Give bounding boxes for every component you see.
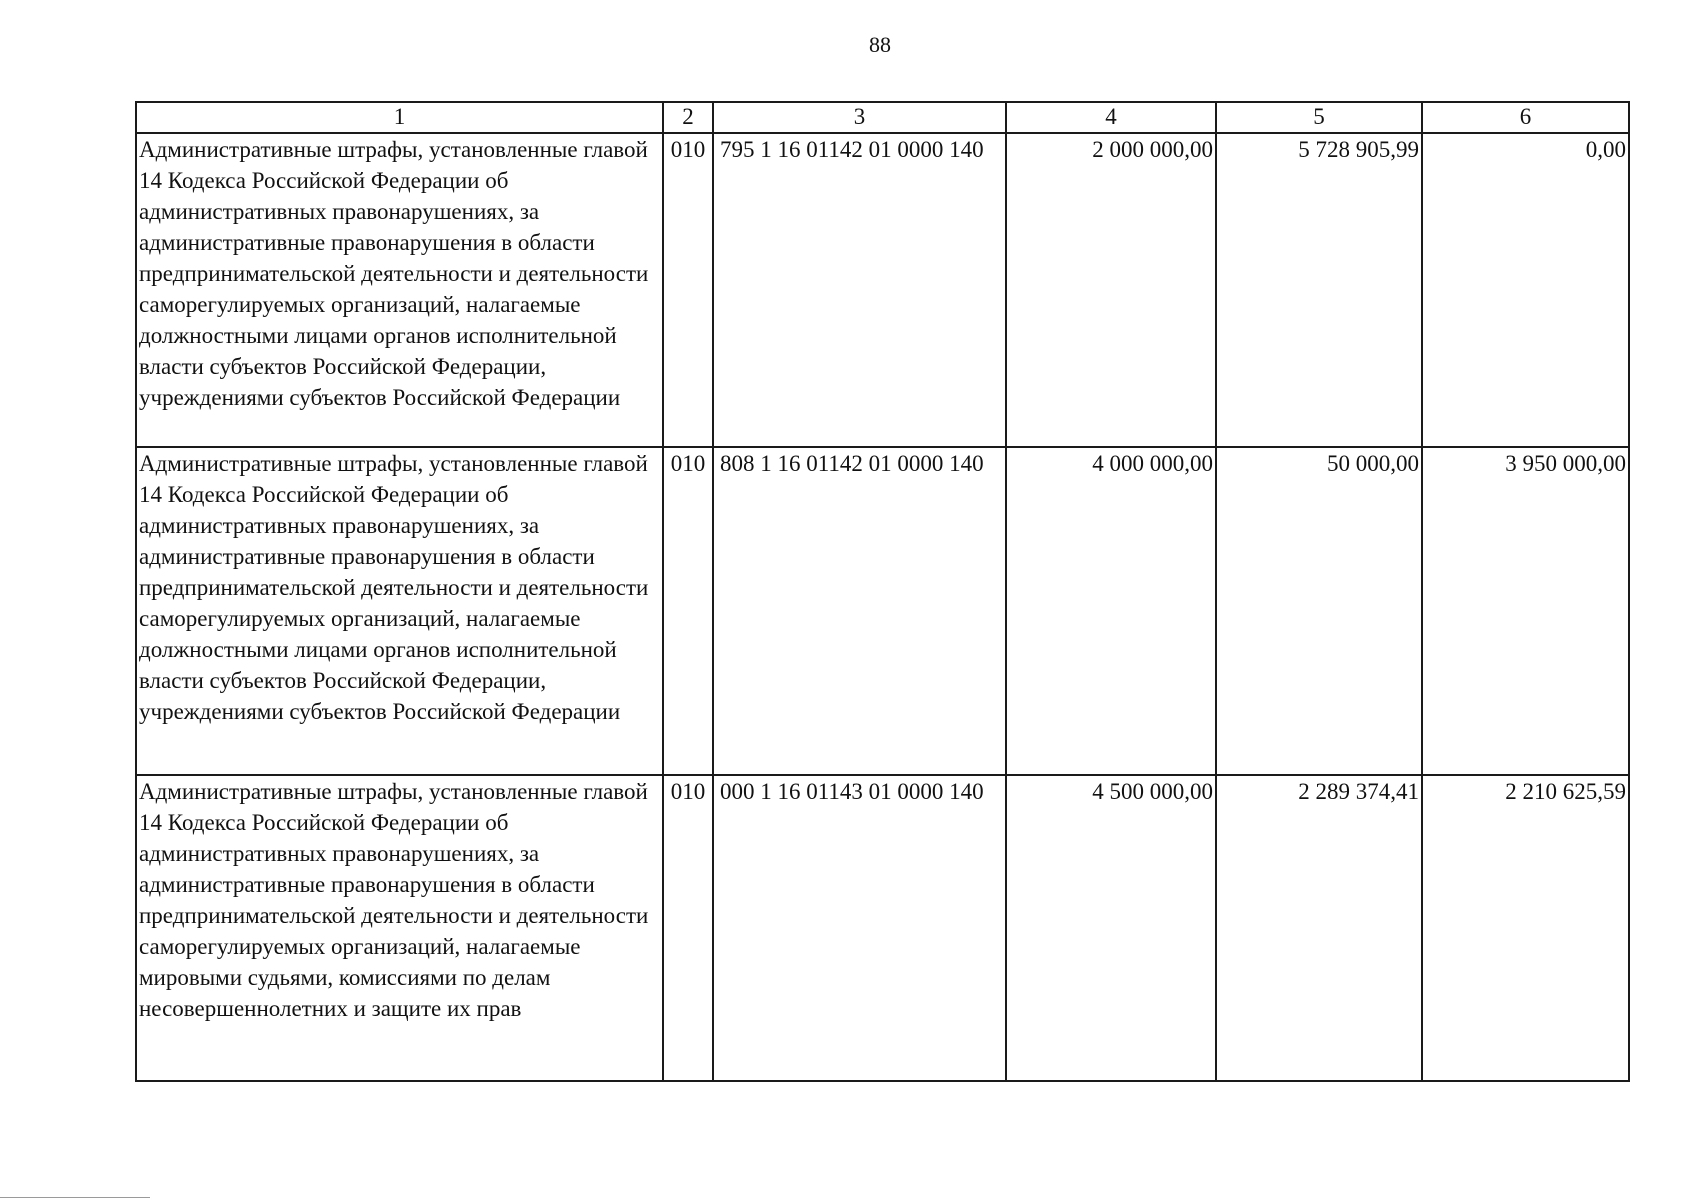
- row-value-col6: 0,00: [1422, 133, 1629, 447]
- row-description: Административные штрафы, установленные главой 14 Кодекса Российской Федерации об административных правонарушениях, за административные правонарушения в области предпринимательской деятельности и деятельности саморегулируемых организаций, налагаемые должностными лицами органов исполнительной власти субъектов Российской Федерации, учреждениями субъектов Российской Федерации: [136, 447, 663, 775]
- table-row: [136, 447, 1629, 775]
- row-value-col5: 5 728 905,99: [1216, 133, 1422, 447]
- row-value-col6: 2 210 625,59: [1422, 775, 1629, 1081]
- row-budget-classification-code: 795 1 16 01142 01 0000 140: [713, 133, 1006, 447]
- column-header-1: 1: [136, 102, 663, 133]
- row-value-col4: 4 000 000,00: [1006, 447, 1216, 775]
- column-header-6: 6: [1422, 102, 1629, 133]
- row-budget-classification-code: 000 1 16 01143 01 0000 140: [713, 775, 1006, 1081]
- table-row: [136, 775, 1629, 1081]
- row-value-col4: 2 000 000,00: [1006, 133, 1216, 447]
- row-description: Административные штрафы, установленные главой 14 Кодекса Российской Федерации об административных правонарушениях, за административные правонарушения в области предпринимательской деятельности и деятельности саморегулируемых организаций, налагаемые должностными лицами органов исполнительной власти субъектов Российской Федерации, учреждениями субъектов Российской Федерации: [136, 133, 663, 447]
- table-header-row: [136, 102, 1629, 133]
- footer-divider: [0, 1197, 150, 1198]
- column-header-2: 2: [663, 102, 713, 133]
- row-code: 010: [663, 775, 713, 1081]
- row-description: Административные штрафы, установленные главой 14 Кодекса Российской Федерации об административных правонарушениях, за административные правонарушения в области предпринимательской деятельности и деятельности саморегулируемых организаций, налагаемые мировыми судьями, комиссиями по делам несовершеннолетних и защите их прав: [136, 775, 663, 1081]
- row-value-col6: 3 950 000,00: [1422, 447, 1629, 775]
- budget-table: [135, 101, 1630, 1082]
- column-header-4: 4: [1006, 102, 1216, 133]
- row-code: 010: [663, 133, 713, 447]
- row-value-col5: 2 289 374,41: [1216, 775, 1422, 1081]
- table-row: [136, 133, 1629, 447]
- column-header-3: 3: [713, 102, 1006, 133]
- row-budget-classification-code: 808 1 16 01142 01 0000 140: [713, 447, 1006, 775]
- column-header-5: 5: [1216, 102, 1422, 133]
- row-value-col5: 50 000,00: [1216, 447, 1422, 775]
- page-number: 88: [869, 32, 891, 57]
- row-value-col4: 4 500 000,00: [1006, 775, 1216, 1081]
- row-code: 010: [663, 447, 713, 775]
